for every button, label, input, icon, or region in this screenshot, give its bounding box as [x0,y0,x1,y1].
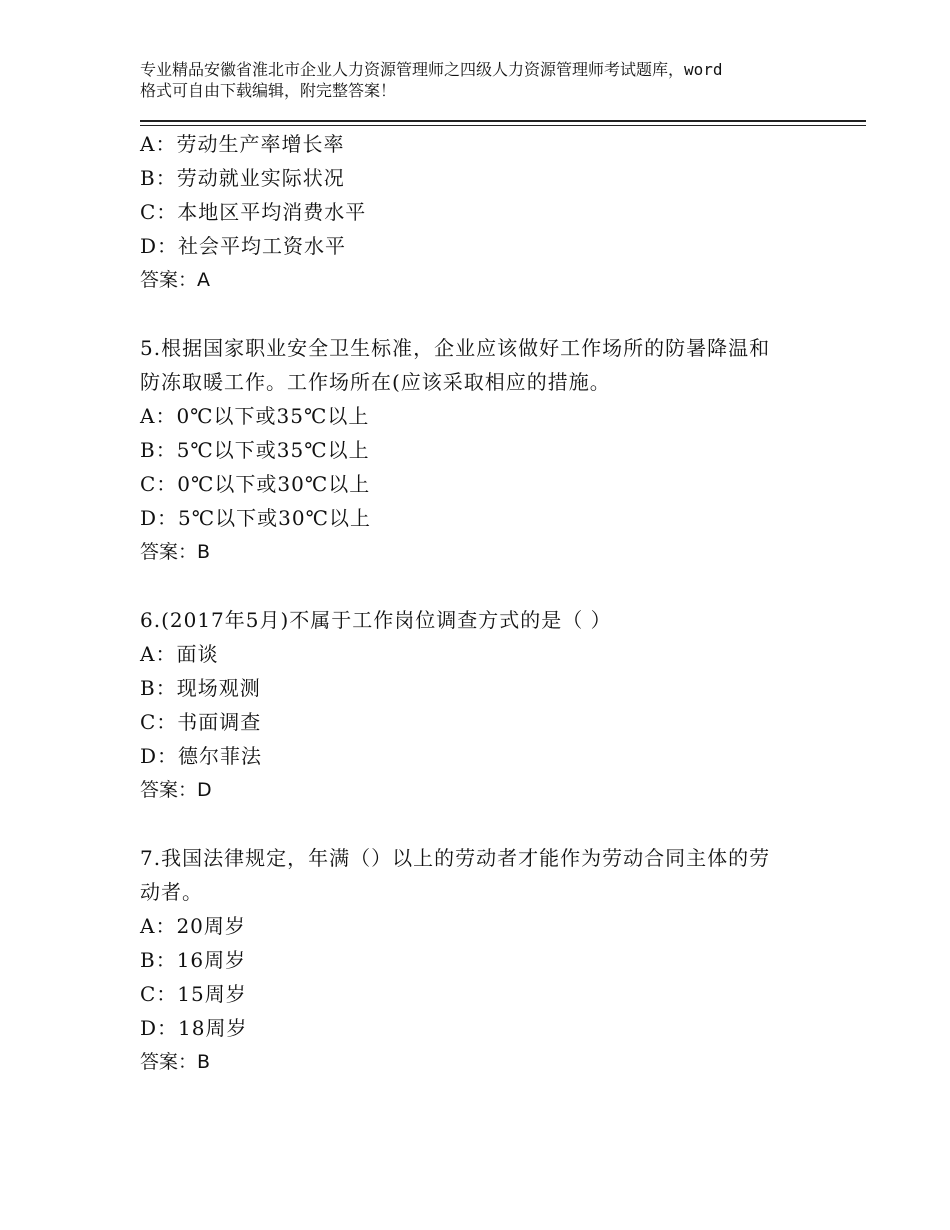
answer-line: 答案：D [140,779,212,801]
question-stem-continued: 防冻取暖工作。工作场所在(应该采取相应的措施。 [140,370,611,394]
option-a: A：面谈 [140,642,219,666]
header-title-line-2: 格式可自由下载编辑，附完整答案！ [140,81,397,100]
option-a: A：20周岁 [140,914,246,938]
option-c: C：书面调查 [140,710,262,734]
document-header [140,59,840,101]
option-b: B：劳动就业实际状况 [140,166,345,190]
option-c: C：0℃以下或30℃以上 [140,472,371,496]
option-b: B：现场观测 [140,676,261,700]
header-title-line-1: 专业精品安徽省淮北市企业人力资源管理师之四级人力资源管理师考试题库，word [140,60,723,79]
option-b: B：16周岁 [140,948,247,972]
question-stem: 5.根据国家职业安全卫生标准，企业应该做好工作场所的防暑降温和 [140,336,771,360]
question-stem: 6.(2017年5月)不属于工作岗位调查方式的是（ ） [140,608,612,632]
option-a: A：0℃以下或35℃以上 [140,404,370,428]
question-list [140,127,840,1079]
answer-line: 答案：B [140,541,211,563]
header-divider-thin [140,125,866,126]
question-5 [140,331,840,569]
option-d: D：5℃以下或30℃以上 [140,506,371,530]
option-d: D：社会平均工资水平 [140,234,347,258]
question-7 [140,841,840,1079]
option-d: D：德尔菲法 [140,744,263,768]
option-c: C：本地区平均消费水平 [140,200,367,224]
question-6 [140,603,840,807]
question-stem-continued: 动者。 [140,880,203,904]
option-a: A：劳动生产率增长率 [140,132,345,156]
question-4-tail [140,127,840,297]
answer-line: 答案：B [140,1051,211,1073]
option-c: C：15周岁 [140,982,247,1006]
option-d: D：18周岁 [140,1016,248,1040]
option-b: B：5℃以下或35℃以上 [140,438,370,462]
header-divider-thick [140,120,866,122]
question-stem: 7.我国法律规定，年满（）以上的劳动者才能作为劳动合同主体的劳 [140,846,771,870]
answer-line: 答案：A [140,269,210,291]
